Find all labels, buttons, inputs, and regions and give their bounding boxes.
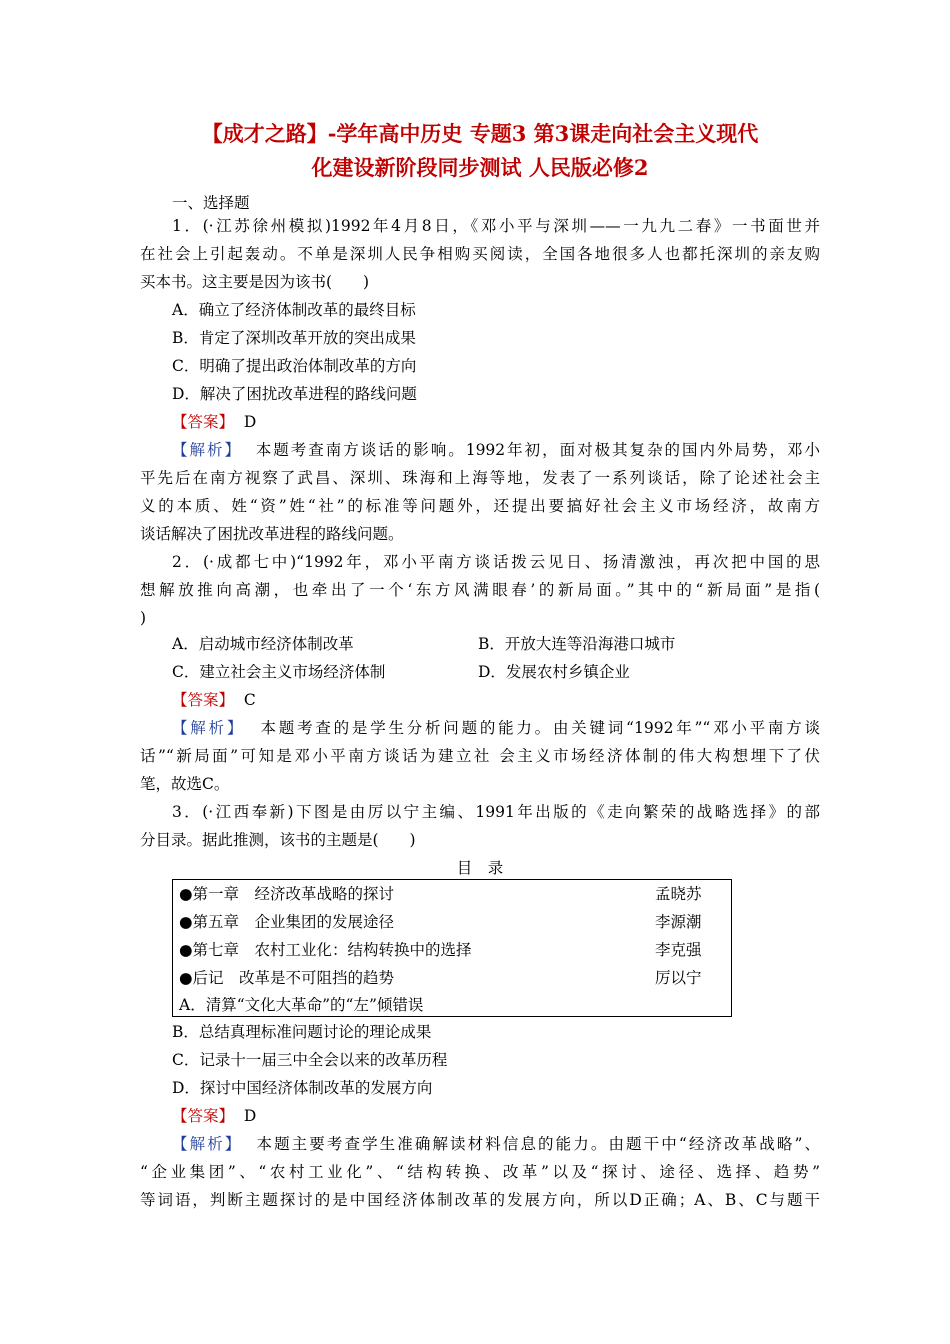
q1-option-a: A．确立了经济体制改革的最终目标	[172, 301, 416, 319]
q3-explanation-line-1	[172, 1133, 820, 1155]
toc-row	[179, 911, 719, 933]
q2-answer	[172, 689, 852, 711]
q1-stem-line-2: 在社会上引起轰动。不单是深圳人民争相购买阅读，全国各地很多人也都托深圳的亲友购	[140, 245, 820, 263]
explanation-tag: 【解析】	[172, 719, 246, 737]
q2-option-b: B．开放大连等沿海港口城市	[478, 635, 676, 653]
q2-option-d: D．发展农村乡镇企业	[478, 663, 630, 681]
q2-option-c: C．建立社会主义市场经济体制	[172, 663, 386, 681]
q3-stem-line-2: 分目录。据此推测，该书的主题是( )	[140, 831, 416, 849]
toc-author: 厉以宁	[655, 969, 702, 987]
q2-options-row-1	[172, 633, 852, 655]
answer-tag: 【答案】	[172, 691, 235, 709]
q3-option-b: B．总结真理标准问题讨论的理论成果	[172, 1023, 432, 1041]
answer-tag: 【答案】	[172, 413, 235, 431]
q2-explanation-line-3: 笔，故选C。	[140, 775, 230, 793]
q2-options-row-2	[172, 661, 852, 683]
answer-tag: 【答案】	[172, 1107, 235, 1125]
q3-explanation-line-2: “企业集团”、“农村工业化”、“结构转换、改革”以及“探讨、途径、选择、趋势”	[140, 1163, 820, 1181]
toc-row	[179, 939, 719, 961]
explanation-text: 本题考查的是学生分析问题的能力。由关键词“1992年”“邓小平南方谈	[260, 719, 820, 737]
q3-option-a: A．清算“文化大革命”的“左”倾错误	[179, 996, 424, 1014]
toc-chapter: ●第五章 企业集团的发展途径	[179, 913, 395, 931]
q1-option-c: C．明确了提出政治体制改革的方向	[172, 357, 417, 375]
q3-option-d: D．探讨中国经济体制改革的发展方向	[172, 1079, 433, 1097]
q1-answer	[172, 411, 852, 433]
toc-chapter: ●后记 改革是不可阻挡的趋势	[179, 969, 395, 987]
toc-chapter: ●第七章 农村工业化：结构转换中的选择	[179, 941, 472, 959]
doc-title-line-1: 【成才之路】-学年高中历史 专题3 第3课走向社会主义现代	[201, 121, 759, 146]
toc-row	[179, 883, 719, 905]
toc-box	[172, 879, 732, 1017]
doc-title-line-2: 化建设新阶段同步测试 人民版必修2	[311, 155, 649, 180]
q1-stem-line-1: 1．(·江苏徐州模拟)1992年4月8日，《邓小平与深圳——一九九二春》一书面世并	[172, 217, 820, 235]
q1-stem-line-3: 买本书。这主要是因为该书( )	[140, 273, 370, 291]
q1-explanation-line-2: 平先后在南方视察了武昌、深圳、珠海和上海等地，发表了一系列谈话，除了论述社会主	[140, 469, 820, 487]
q2-stem-line-1: 2．(·成都七中)“1992年，邓小平南方谈话拨云见日、扬清激浊，再次把中国的思	[172, 553, 820, 571]
q2-explanation-line-1	[172, 717, 820, 739]
q1-option-d: D．解决了困扰改革进程的路线问题	[172, 385, 417, 403]
toc-author: 李克强	[655, 941, 702, 959]
q3-answer	[172, 1105, 852, 1127]
q3-explanation-line-3: 等词语，判断主题探讨的是中国经济体制改革的发展方向，所以D正确；A、B、C与题干	[140, 1191, 820, 1209]
q2-explanation-line-2: 话”“新局面”可知是邓小平南方谈话为建立社 会主义市场经济体制的伟大构想埋下了伏	[140, 747, 820, 765]
explanation-text: 本题考查南方谈话的影响。1992年初，面对极其复杂的国内外局势，邓小	[255, 441, 820, 459]
explanation-text: 本题主要考查学生准确解读材料信息的能力。由题干中“经济改革战略”、	[256, 1135, 820, 1153]
toc-row	[179, 967, 719, 989]
q1-explanation-line-4: 谈话解决了困扰改革进程的路线问题。	[140, 525, 404, 543]
q3-stem-line-1: 3．(·江西奉新)下图是由厉以宁主编、1991年出版的《走向繁荣的战略选择》的部	[172, 803, 820, 821]
q2-option-a: A．启动城市经济体制改革	[172, 635, 354, 653]
toc-author: 李源潮	[655, 913, 702, 931]
q2-stem-line-2: 想解放推向高潮，也牵出了一个‘东方风满眼春’的新局面。”其中的“新局面”是指(	[140, 581, 820, 599]
explanation-tag: 【解析】	[172, 441, 242, 459]
q3-option-c: C．记录十一届三中全会以来的改革历程	[172, 1051, 448, 1069]
answer-value: C	[243, 691, 256, 709]
toc-title: 目 录	[456, 859, 504, 877]
toc-author: 孟晓苏	[655, 885, 702, 903]
q1-option-b: B．肯定了深圳改革开放的突出成果	[172, 329, 416, 347]
q1-explanation-line-1	[172, 439, 820, 461]
explanation-tag: 【解析】	[172, 1135, 243, 1153]
answer-value: D	[243, 1107, 257, 1125]
toc-chapter: ●第一章 经济改革战略的探讨	[179, 885, 395, 903]
section-heading: 一、选择题	[172, 194, 250, 212]
q2-stem-line-3: )	[140, 609, 147, 627]
answer-value: D	[243, 413, 257, 431]
q1-explanation-line-3: 义的本质、姓“资”姓“社”的标准等问题外，还提出要搞好社会主义市场经济，故南方	[140, 497, 820, 515]
